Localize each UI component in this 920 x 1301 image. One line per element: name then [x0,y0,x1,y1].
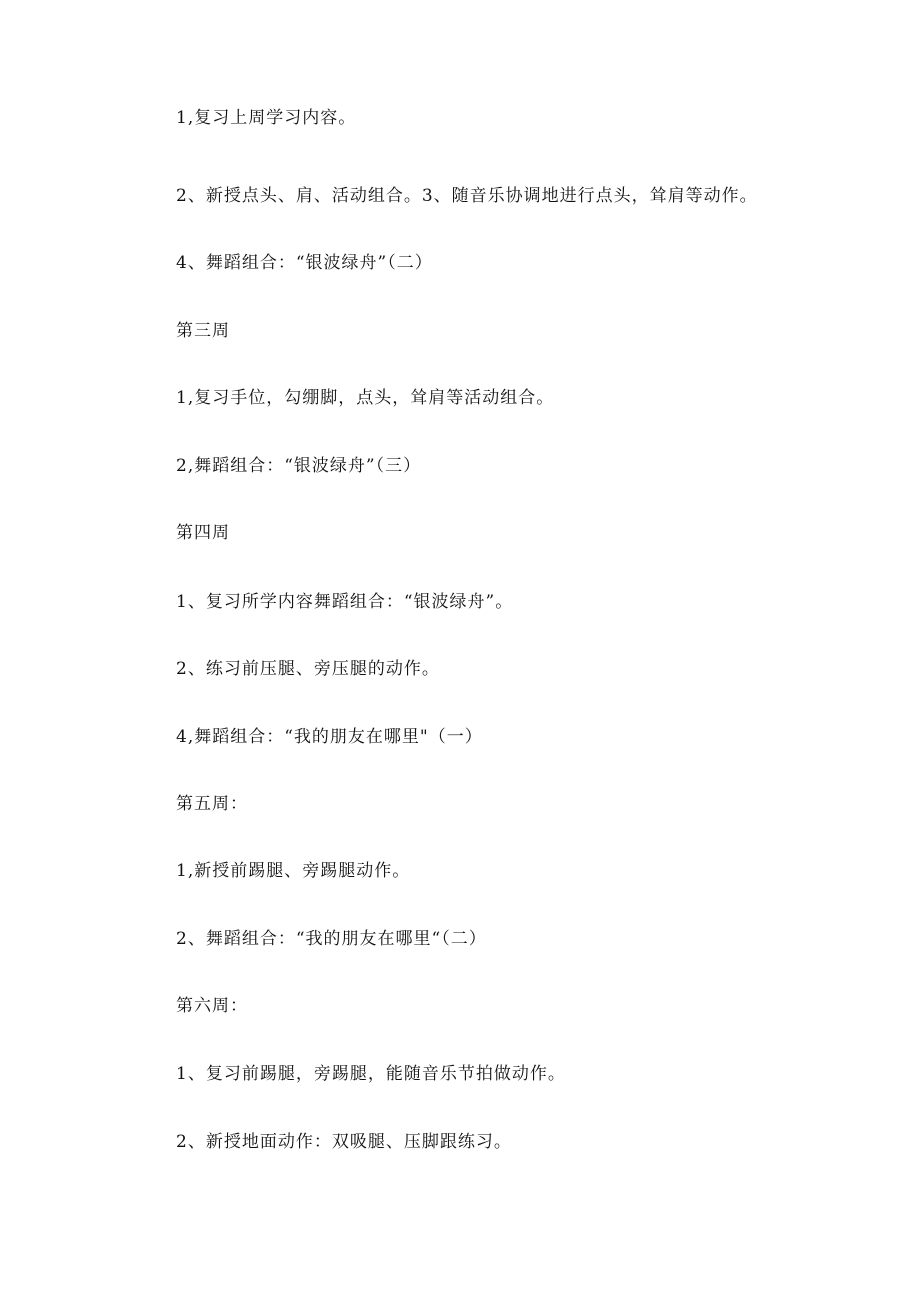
item-review-dance-combo: 1、复习所学内容舞蹈组合：“银波绿舟”。 [176,592,514,612]
item-leg-press-practice: 2、练习前压腿、旁压腿的动作。 [176,659,440,679]
item-review-kicks-rhythm: 1、复习前踢腿，旁踢腿，能随音乐节拍做动作。 [176,1064,566,1084]
heading-week-5: 第五周： [176,794,248,814]
item-dance-friend-2: 2、舞蹈组合：“我的朋友在哪里“（二） [176,929,487,949]
heading-week-3: 第三周 [176,321,230,341]
heading-week-4: 第四周 [176,523,230,543]
item-review-last-week: 1,复习上周学习内容。 [176,108,357,128]
item-review-hand-positions: 1,复习手位，勾绷脚，点头，耸肩等活动组合。 [176,388,555,408]
item-dance-combo-3: 2,舞蹈组合：“银波绿舟”（三） [176,456,422,476]
item-new-nod-shoulder: 2、新授点头、肩、活动组合。3、随音乐协调地进行点头，耸肩等动作。 [176,186,758,206]
item-floor-moves: 2、新授地面动作：双吸腿、压脚跟练习。 [176,1132,512,1152]
item-dance-friend-1: 4,舞蹈组合：“我的朋友在哪里"（一） [176,727,483,747]
heading-week-6: 第六周： [176,996,248,1016]
item-dance-combo-2: 4、舞蹈组合：“银波绿舟”（二） [176,253,433,273]
item-new-kick: 1,新授前踢腿、旁踢腿动作。 [176,861,411,881]
